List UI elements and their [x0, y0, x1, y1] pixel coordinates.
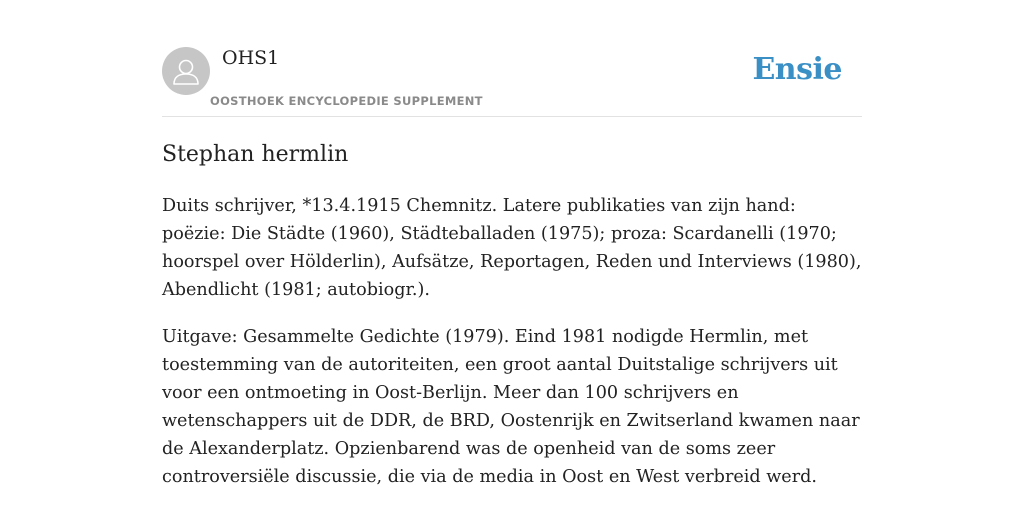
user-icon — [162, 47, 210, 95]
article-paragraph: Duits schrijver, *13.4.1915 Chemnitz. Latere publikaties van zijn hand: poëzie: Die Städte (1960), Städteballaden (1975); proza: Scardanelli (1970; hoorspel over Hölderlin), Aufsätze, Reportagen, Reden und Interviews (1980), Abendlicht (1981; autobiogr.). — [162, 196, 862, 300]
article-title: Stephan hermlin — [162, 142, 349, 167]
brand-logo[interactable]: Ensie — [752, 52, 842, 87]
source-name[interactable]: OHS1 — [222, 47, 280, 69]
article-body — [162, 192, 862, 510]
page — [162, 0, 862, 487]
avatar[interactable] — [162, 47, 210, 95]
article-paragraph: Uitgave: Gesammelte Gedichte (1979). Eind 1981 nodigde Hermlin, met toestemming van de autoriteiten, een groot aantal Duitstalige schrijvers uit voor een ontmoeting in Oost-Berlijn. Meer dan 100 schrijvers en wetenschappers uit de DDR, de BRD, Oostenrijk en Zwitserland kwamen naar de Alexanderplatz. Opzienbarend was de openheid van de soms zeer controversiële discussie, die via de media in Oost en West verbreid werd. — [162, 327, 860, 487]
source-subtitle: OOSTHOEK ENCYCLOPEDIE SUPPLEMENT — [210, 94, 483, 108]
header — [162, 0, 862, 117]
